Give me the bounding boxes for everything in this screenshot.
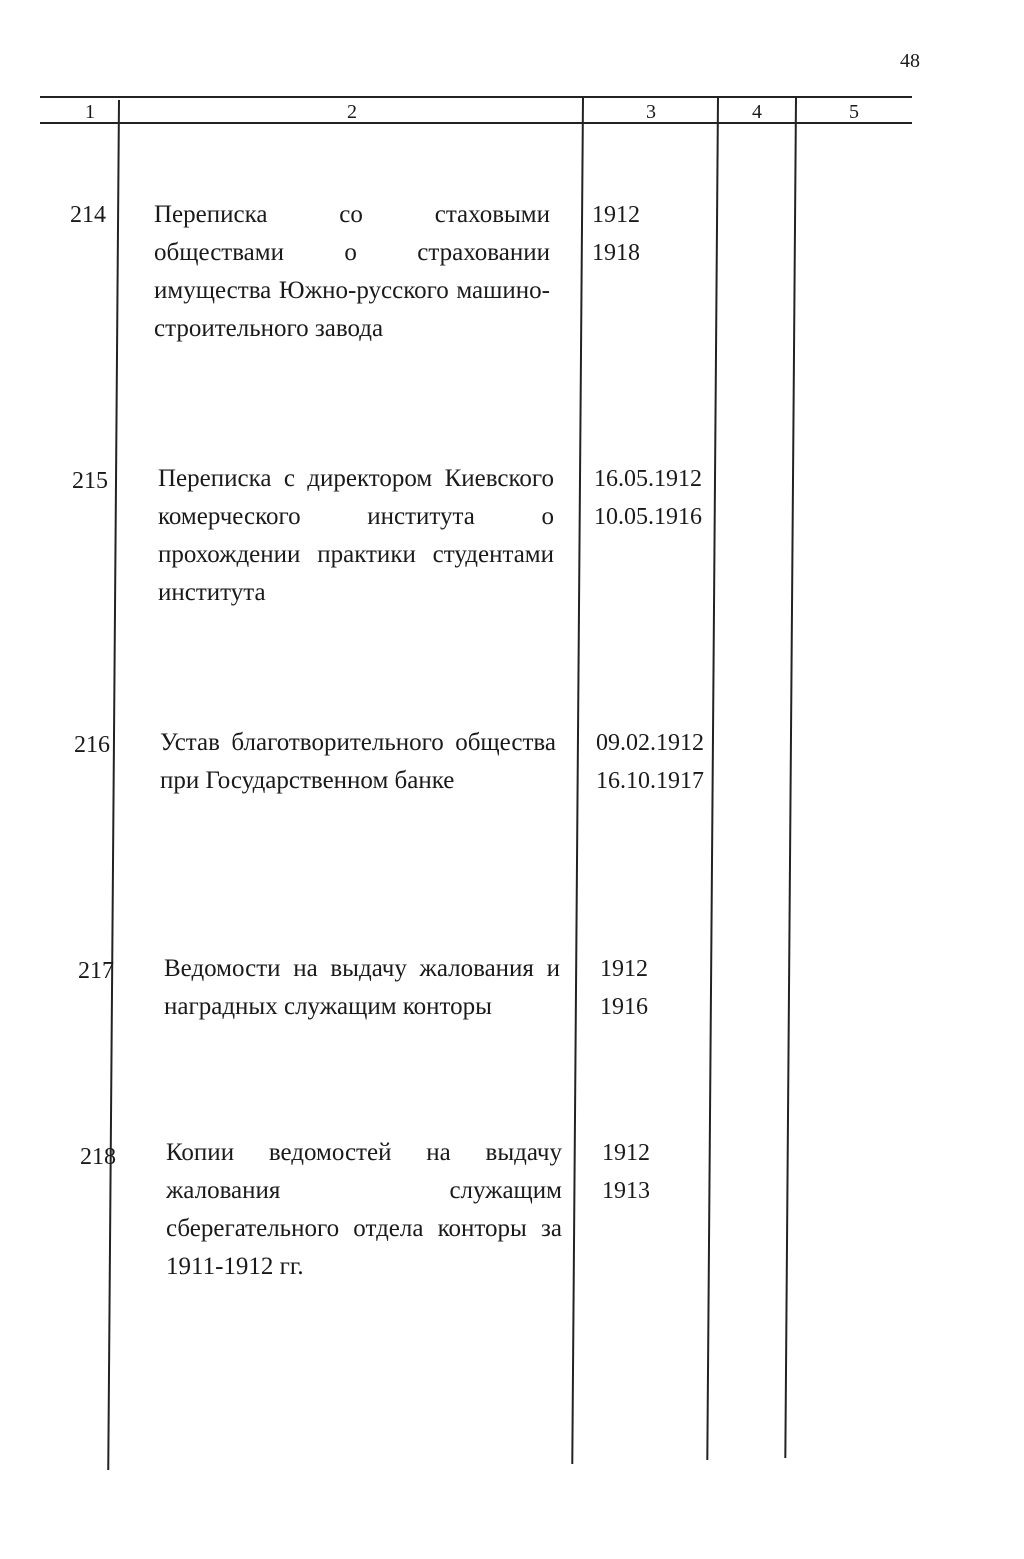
entry-number: 214 [70, 202, 106, 228]
entry-dates [596, 724, 726, 800]
column-rule-1 [107, 100, 120, 1470]
date-end: 10.05.1916 [594, 504, 702, 530]
entry-title: Устав благотворительного общества при Государственном банке [160, 729, 556, 794]
date-end: 1918 [592, 240, 640, 266]
date-end: 1916 [600, 994, 648, 1020]
entry-title: Копии ведомостей на выдачу жалования служащим сберегательного отдела конторы за 1911-1912 гг. [166, 1139, 562, 1280]
entry-number: 217 [78, 958, 114, 984]
entry-number: 215 [72, 468, 108, 494]
entry-number: 216 [74, 732, 110, 758]
date-start: 1912 [592, 202, 640, 228]
entry-dates [592, 196, 722, 272]
column-header-5: 5 [849, 101, 859, 123]
date-start: 09.02.1912 [596, 730, 704, 756]
date-start: 1912 [600, 956, 648, 982]
column-header-3: 3 [646, 101, 656, 123]
date-start: 1912 [602, 1140, 650, 1166]
column-rule-4 [784, 98, 797, 1458]
column-header-4: 4 [752, 101, 762, 123]
column-header-1: 1 [85, 101, 95, 123]
page-number: 48 [900, 50, 920, 72]
date-end: 16.10.1917 [596, 768, 704, 794]
header-top-rule [40, 96, 912, 98]
date-start: 16.05.1912 [594, 466, 702, 492]
entry-dates [600, 950, 730, 1026]
entry-title: Переписка со стаховыми обществами о страховании имущества Южно-русского машино-строительного завода [154, 201, 550, 342]
entry-number: 218 [80, 1144, 116, 1170]
date-end: 1913 [602, 1178, 650, 1204]
column-header-2: 2 [347, 101, 357, 123]
entry-dates [602, 1134, 732, 1210]
entry-title: Ведомости на выдачу жалования и наградных служащим конторы [164, 955, 560, 1020]
entry-title: Переписка с директором Киевского комерческого института о прохождении практики студентами института [158, 465, 554, 606]
entry-dates [594, 460, 724, 536]
column-rule-2 [571, 98, 584, 1464]
